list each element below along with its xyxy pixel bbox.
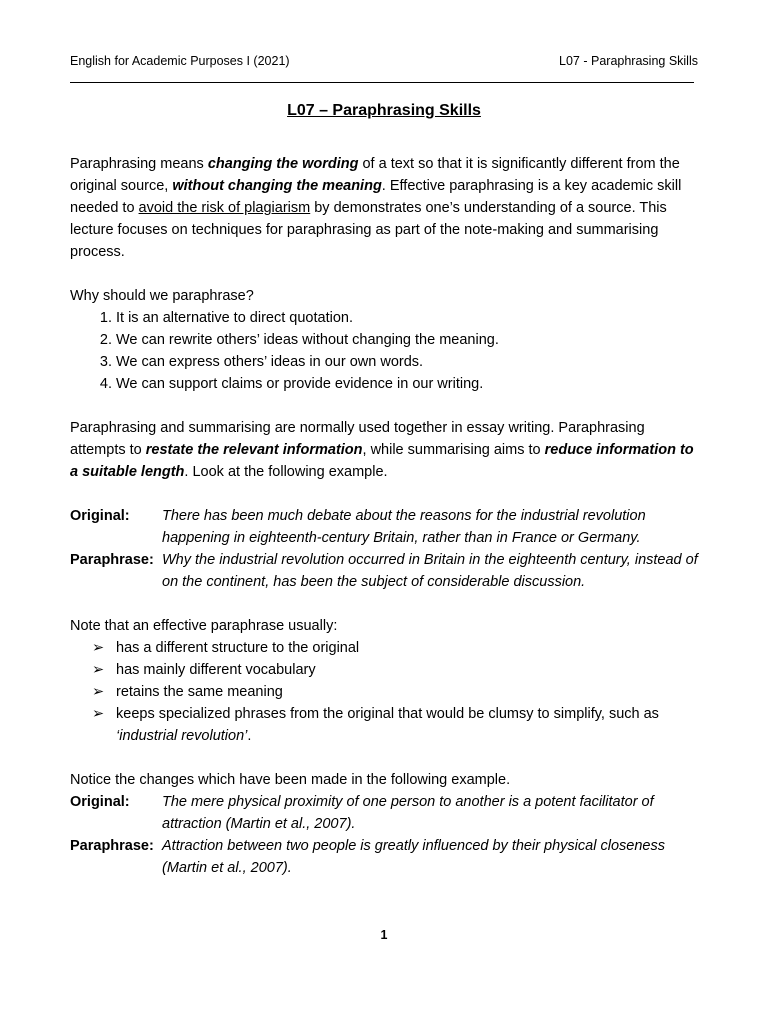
original-text: There has been much debate about the reasons for the industrial revolution happening in eighteenth-century Britain, rather than in France or Germany. — [162, 508, 646, 546]
arrow-bullet-icon: ➢ — [92, 640, 105, 656]
arrow-bullet-icon: ➢ — [92, 662, 105, 678]
intro-paragraph — [70, 153, 704, 263]
page-number: 1 — [380, 928, 388, 942]
paraphrase-text: Attraction between two people is greatly influenced by their physical closeness (Martin et al., 2007). — [162, 838, 665, 876]
why-question: Why should we paraphrase? — [70, 288, 254, 304]
intro-emphasis-2: without changing the meaning — [172, 178, 382, 194]
page-title: L07 – Paraphrasing Skills — [287, 102, 481, 119]
intro-text-4: by demonstrates one’s understanding of a source. This lecture focuses on techniques for paraphrasing as part of the note-making and summarising process. — [70, 200, 667, 260]
summary-emphasis-1: restate the relevant information — [145, 442, 363, 458]
summary-text-1: Paraphrasing and summarising are normally used together in essay writing. Paraphrasing attempts to — [70, 420, 645, 458]
intro-text-2: of a text so that it is significantly different from the original source, — [70, 156, 680, 194]
example2-original — [70, 791, 704, 835]
paraphrase-text: Why the industrial revolution occurred in Britain in the eighteenth century, instead of on the continent, has been the subject of considerable discussion. — [162, 552, 698, 590]
arrow-bullet-icon: ➢ — [92, 706, 105, 722]
original-label: Original: — [70, 508, 130, 524]
list-item: ➢ retains the same meaning — [70, 681, 704, 703]
summary-emphasis-2: reduce information to a suitable length — [70, 442, 694, 480]
summary-text-3: . Look at the following example. — [184, 464, 388, 480]
example1-paraphrase — [70, 549, 704, 593]
list-item: 2. We can rewrite others’ ideas without changing the meaning. — [116, 329, 704, 351]
reasons-list — [70, 307, 704, 395]
intro-underline: avoid the risk of plagiarism — [138, 200, 311, 216]
original-text: The mere physical proximity of one person to another is a potent facilitator of attraction (Martin et al., 2007). — [162, 794, 654, 832]
list-item: 1. It is an alternative to direct quotation. — [116, 307, 704, 329]
list-item: ➢ has mainly different vocabulary — [70, 659, 704, 681]
summary-paragraph — [70, 417, 704, 483]
header-divider — [70, 82, 694, 83]
example2-paraphrase — [70, 835, 704, 879]
summary-text-2: , while summarising aims to — [362, 442, 545, 458]
intro-text-3: . Effective paraphrasing is a key academic skill needed to — [70, 178, 682, 216]
header-lecture: L07 - Paraphrasing Skills — [559, 54, 698, 68]
list-item: ➢ keeps specialized phrases from the original that would be clumsy to simplify, such as ‘industrial revolution’. — [70, 703, 704, 747]
list-item: 4. We can support claims or provide evidence in our writing. — [116, 373, 704, 395]
original-label: Original: — [70, 794, 130, 810]
intro-emphasis-1: changing the wording — [207, 156, 359, 172]
header-course: English for Academic Purposes I (2021) — [70, 54, 290, 68]
paraphrase-label: Paraphrase: — [70, 552, 154, 568]
list-item: ➢ has a different structure to the original — [70, 637, 704, 659]
arrow-bullet-icon: ➢ — [92, 684, 105, 700]
intro-text-1: Paraphrasing means — [70, 156, 208, 172]
paraphrase-label: Paraphrase: — [70, 838, 154, 854]
note-intro: Note that an effective paraphrase usually: — [70, 618, 338, 634]
note-list — [70, 637, 704, 747]
example1-original — [70, 505, 704, 549]
page-header — [70, 52, 698, 70]
list-item: 3. We can express others’ ideas in our own words. — [116, 351, 704, 373]
example2-intro: Notice the changes which have been made in the following example. — [70, 772, 511, 788]
document-body — [70, 153, 704, 879]
